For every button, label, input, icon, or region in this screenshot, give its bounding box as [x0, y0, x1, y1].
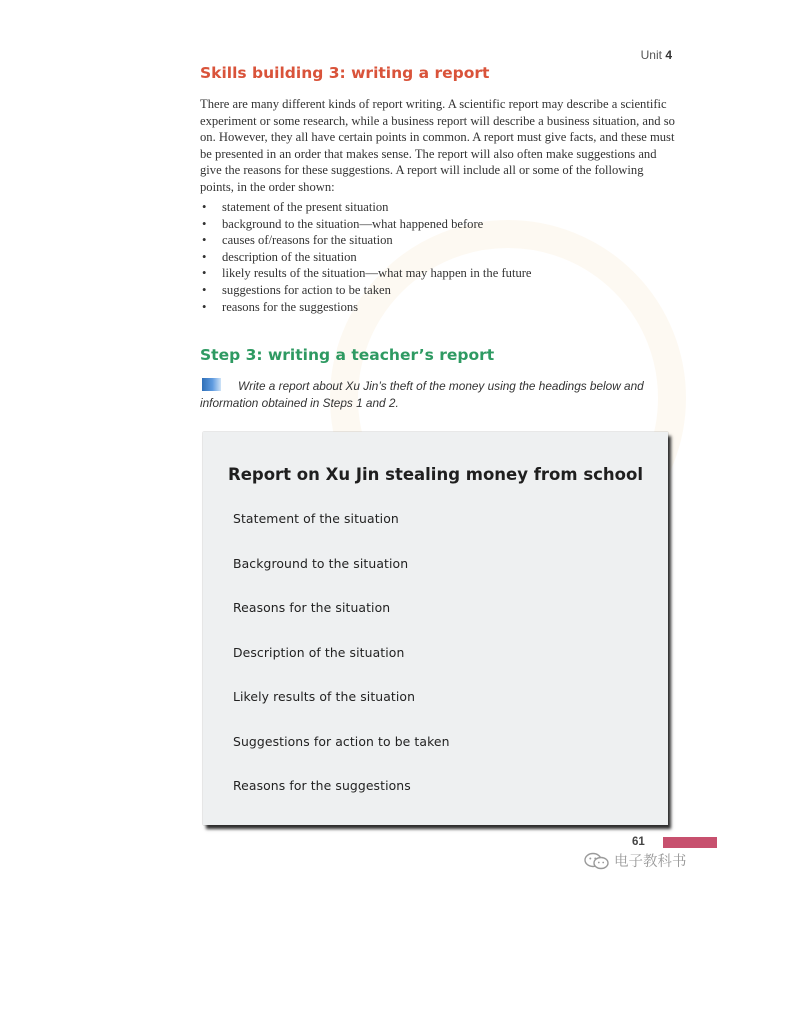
list-item: • description of the situation: [200, 249, 532, 266]
watermark-text: 电子教科书: [614, 854, 687, 870]
list-item: • likely results of the situation—what may happen in the future: [200, 265, 532, 282]
wechat-icon: [584, 852, 610, 870]
report-heading: Reasons for the situation: [233, 600, 391, 615]
list-item: • statement of the present situation: [200, 199, 532, 216]
list-item: • causes of/reasons for the situation: [200, 232, 532, 249]
report-heading: Reasons for the suggestions: [233, 778, 411, 793]
report-heading: Statement of the situation: [233, 511, 399, 526]
page-number-bar: [660, 837, 717, 848]
report-heading: Suggestions for action to be taken: [233, 733, 450, 749]
unit-word: Unit: [640, 48, 662, 62]
list-item: • suggestions for action to be taken: [200, 282, 532, 299]
report-points-list: [200, 199, 532, 315]
step-heading: Step 3: writing a teacher’s report: [200, 346, 495, 364]
report-heading: Description of the situation: [233, 644, 405, 660]
report-heading: Background to the situation: [233, 555, 409, 571]
report-card: [203, 432, 668, 825]
intro-paragraph: There are many different kinds of report writing. A scientific report may describe a scientific experiment or some research, while a business report will describe a business situation, and so on. However, they all have certain points in common. A report must give facts, and these must be presented in an order that makes sense. The report will also often make suggestions and give the reasons for these suggestions. A report will include all or some of the following points, in the order shown:: [200, 97, 675, 194]
unit-label: [641, 48, 672, 62]
page-number: 61: [632, 836, 645, 848]
list-item: • reasons for the suggestions: [200, 299, 532, 316]
unit-number: 4: [665, 48, 672, 62]
report-heading: Likely results of the situation: [233, 689, 416, 704]
instruction-text: Write a report about Xu Jin’s theft of the money using the headings below and information obtained in Steps 1 and 2.: [200, 379, 644, 410]
watermark: [584, 850, 687, 871]
report-title: Report on Xu Jin stealing money from school: [227, 465, 643, 484]
skills-heading: Skills building 3: writing a report: [200, 64, 490, 82]
list-item: • background to the situation—what happened before: [200, 216, 532, 233]
